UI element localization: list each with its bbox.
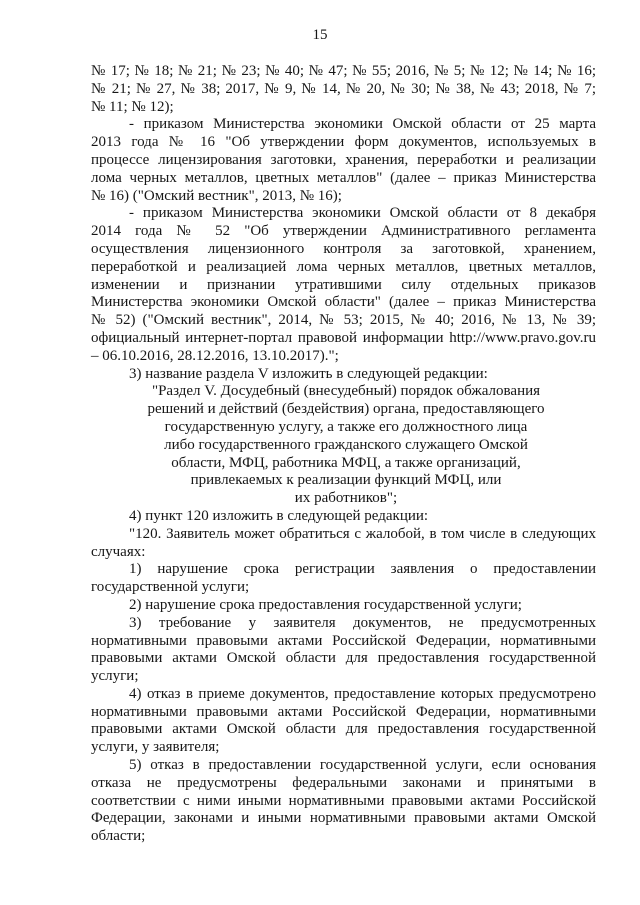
text-line: 5) отказ в предоставлении государственной услуги, если основания (129, 757, 596, 774)
text-line: области; (91, 828, 146, 845)
heading-line: решений и действий (бездействия) органа, предоставляющего (147, 401, 545, 418)
text-line: 3) требование у заявителя документов, не предусмотренных (129, 614, 596, 631)
heading-line: области, МФЦ, работника МФЦ, а также организаций, (171, 454, 521, 471)
item-120-case-1 (91, 561, 596, 597)
text-line: № 52) ("Омский вестник", 2014, № 53; 2015, № 40; 2016, № 13, № 39; (91, 312, 596, 329)
text-line: переработкой и реализацией лома черных металлов, цветных металлов, (91, 258, 596, 275)
text-line: соответствии с ними иными нормативными правовыми актами Российской (91, 792, 596, 809)
item-120-intro (91, 526, 596, 562)
text-line: государственной услуги; (91, 579, 250, 596)
paragraph-order-52 (91, 205, 596, 365)
heading-line: либо государственного гражданского служащего Омской (164, 436, 528, 453)
heading-line: привлекаемых к реализации функций МФЦ, или (190, 472, 502, 489)
item-120-case-5 (91, 757, 596, 846)
document-body (91, 63, 596, 846)
text-line: - приказом Министерства экономики Омской области от 25 марта (129, 116, 596, 133)
text-line: услуги, у заявителя; (91, 739, 220, 756)
text-line: изменении и признании утратившими силу отдельных приказов (91, 276, 596, 293)
heading-line: "Раздел V. Досудебный (внесудебный) порядок обжалования (151, 383, 541, 400)
text-line: № 17; № 18; № 21; № 23; № 40; № 47; № 55; 2016, № 5; № 12; № 14; № 16; (91, 63, 596, 79)
text-line: правовыми актами Омской области для предоставления государственной (91, 650, 596, 667)
text-line: официальный интернет-портал правовой информации http://www.pravo.gov.ru (91, 329, 596, 346)
text-line: 3) название раздела V изложить в следующей редакции: (129, 365, 488, 382)
section-v-title (91, 383, 596, 508)
heading-line: их работников"; (294, 490, 398, 507)
text-line: № 16) ("Омский вестник", 2013, № 16); (91, 187, 342, 204)
item-120-case-4 (91, 686, 596, 757)
text-line: Федерации, законами и иными нормативными правовыми актами Омской (91, 810, 596, 827)
text-line: 2014 года № 52 "Об утверждении Административного регламента (91, 223, 596, 240)
heading-line: государственную услугу, а также его должностного лица (164, 418, 528, 435)
text-line: Министерства экономики Омской области" (далее – приказ Министерства (91, 294, 596, 311)
text-line: 4) пункт 120 изложить в следующей редакции: (129, 507, 429, 524)
item-120-case-3 (91, 615, 596, 686)
clause-3 (91, 366, 596, 384)
text-line: правовыми актами Омской области для предоставления государственной (91, 721, 596, 738)
paragraph-order-16 (91, 116, 596, 205)
text-line: "120. Заявитель может обратиться с жалобой, в том числе в следующих (129, 525, 596, 542)
text-line: 4) отказ в приеме документов, предоставление которых предусмотрено (129, 685, 596, 702)
text-line: осуществления лицензионного контроля за заготовкой, хранением, (91, 240, 596, 257)
paragraph-list-continuation (91, 63, 596, 116)
text-line: 1) нарушение срока регистрации заявления о предоставлении (129, 561, 596, 578)
text-line: № 21; № 27, № 38; 2017, № 9, № 14, № 20, № 30; № 38, № 43; 2018, № 7; (91, 80, 596, 97)
text-line: 2) нарушение срока предоставления государственной услуги; (129, 596, 522, 613)
item-120-case-2 (91, 597, 596, 615)
text-line: лома черных металлов, цветных металлов" (далее – приказ Министерства (91, 169, 596, 186)
clause-4 (91, 508, 596, 526)
text-line: случаях: (91, 543, 146, 560)
text-line: – 06.10.2016, 28.12.2016, 13.10.2017)."; (91, 347, 339, 364)
text-line: № 11; № 12); (91, 98, 174, 115)
page-number: 15 (312, 27, 328, 43)
text-line: процессе лицензирования заготовки, хранения, переработки и реализации (91, 151, 596, 168)
text-line: нормативными правовыми актами Российской Федерации, нормативными (91, 632, 596, 649)
text-line: 2013 года № 16 "Об утверждении форм документов, используемых в (91, 134, 596, 151)
text-line: нормативными правовыми актами Российской Федерации, нормативными (91, 703, 596, 720)
text-line: отказа не предусмотрены федеральными законами и принятыми в (91, 774, 596, 791)
text-line: - приказом Министерства экономики Омской области от 8 декабря (129, 205, 596, 222)
text-line: услуги; (91, 668, 139, 685)
